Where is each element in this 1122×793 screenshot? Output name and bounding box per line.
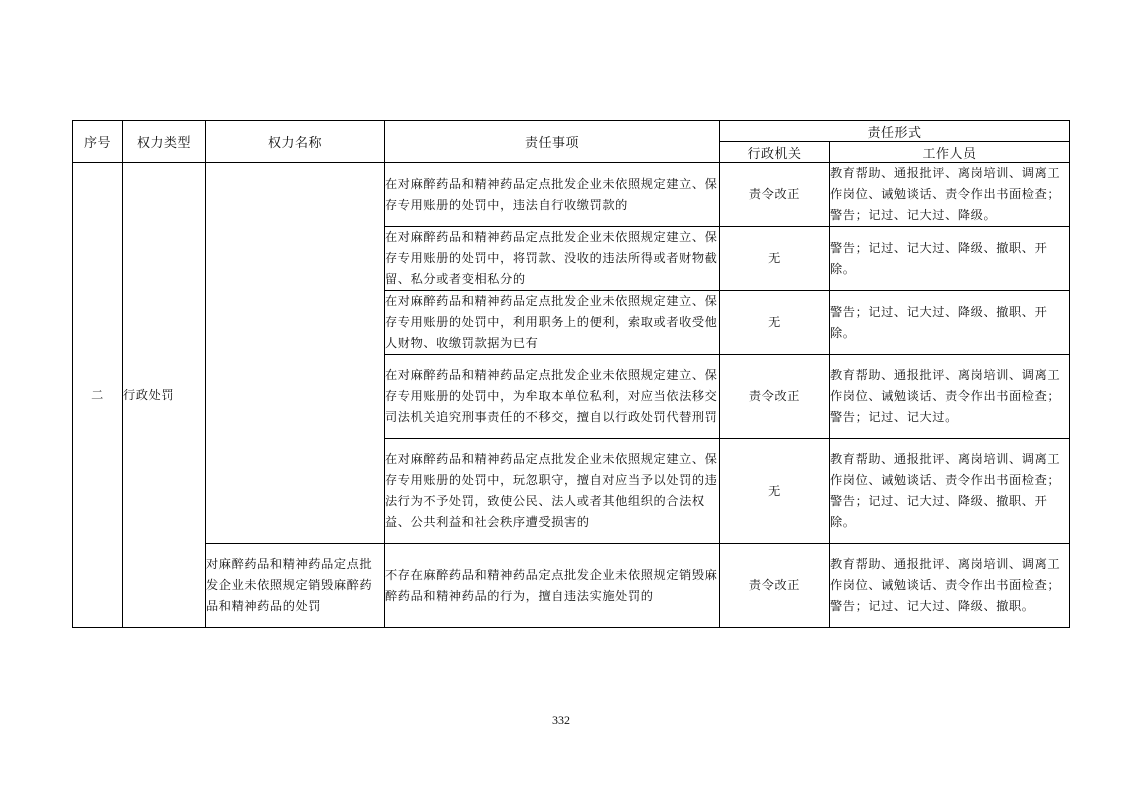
responsibility-cell: 在对麻醉药品和精神药品定点批发企业未依照规定建立、保存专用账册的处罚中，为牟取本单位私利，对应当依法移交司法机关追究刑事责任的不移交，擅自以行政处罚代替刑罚 — [385, 355, 720, 439]
responsibility-cell: 在对麻醉药品和精神药品定点批发企业未依照规定建立、保存专用账册的处罚中，将罚款、没收的违法所得或者财物截留、私分或者变相私分的 — [385, 227, 720, 291]
header-power-type: 权力类型 — [123, 121, 206, 163]
staff-cell: 教育帮助、通报批评、离岗培训、调离工作岗位、诫勉谈话、责令作出书面检查；警告；记过、记大过、降级。 — [830, 163, 1070, 227]
staff-cell: 教育帮助、通报批评、离岗培训、调离工作岗位、诫勉谈话、责令作出书面检查；警告；记过、记大过、降级、撤职。 — [830, 544, 1070, 628]
responsibility-cell: 在对麻醉药品和精神药品定点批发企业未依照规定建立、保存专用账册的处罚中，利用职务上的便利，索取或者收受他人财物、收缴罚款据为已有 — [385, 291, 720, 355]
agency-cell: 无 — [720, 439, 830, 544]
header-agency: 行政机关 — [720, 142, 830, 163]
table-row — [73, 163, 1070, 227]
staff-cell: 警告；记过、记大过、降级、撤职、开除。 — [830, 291, 1070, 355]
agency-cell: 无 — [720, 227, 830, 291]
page-number: 332 — [552, 713, 570, 727]
agency-cell: 无 — [720, 291, 830, 355]
power-name-cell: 对麻醉药品和精神药品定点批发企业未依照规定销毁麻醉药品和精神药品的处罚 — [206, 544, 385, 628]
power-type-cell: 行政处罚 — [123, 163, 206, 628]
responsibility-cell: 在对麻醉药品和精神药品定点批发企业未依照规定建立、保存专用账册的处罚中，玩忽职守，擅自对应当予以处罚的违法行为不予处罚，致使公民、法人或者其他组织的合法权益、公共利益和社会秩序遭受损害的 — [385, 439, 720, 544]
power-name-cell-empty — [206, 163, 385, 544]
agency-cell: 责令改正 — [720, 355, 830, 439]
header-seq: 序号 — [73, 121, 123, 163]
header-staff: 工作人员 — [830, 142, 1070, 163]
staff-cell: 教育帮助、通报批评、离岗培训、调离工作岗位、诫勉谈话、责令作出书面检查；警告；记过、记大过、降级、撤职、开除。 — [830, 439, 1070, 544]
responsibility-cell: 在对麻醉药品和精神药品定点批发企业未依照规定建立、保存专用账册的处罚中，违法自行收缴罚款的 — [385, 163, 720, 227]
header-power-name: 权力名称 — [206, 121, 385, 163]
header-responsibility-form: 责任形式 — [720, 121, 1070, 142]
power-responsibility-table — [72, 120, 1070, 628]
table-row — [73, 544, 1070, 628]
agency-cell: 责令改正 — [720, 163, 830, 227]
agency-cell: 责令改正 — [720, 544, 830, 628]
staff-cell: 教育帮助、通报批评、离岗培训、调离工作岗位、诫勉谈话、责令作出书面检查；警告；记过、记大过。 — [830, 355, 1070, 439]
header-responsibility: 责任事项 — [385, 121, 720, 163]
staff-cell: 警告；记过、记大过、降级、撤职、开除。 — [830, 227, 1070, 291]
responsibility-cell: 不存在麻醉药品和精神药品定点批发企业未依照规定销毁麻醉药品和精神药品的行为，擅自违法实施处罚的 — [385, 544, 720, 628]
seq-cell: 二 — [73, 163, 123, 628]
